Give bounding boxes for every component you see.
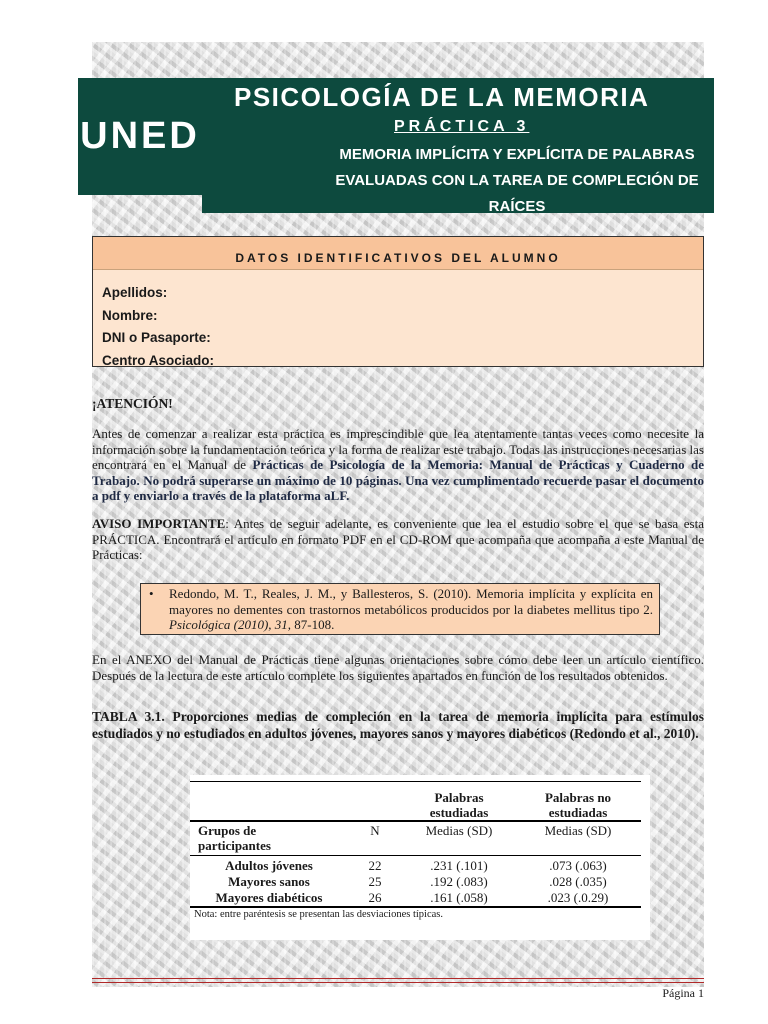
row-n: 25 [368, 874, 382, 889]
student-data-heading: DATOS IDENTIFICATIVOS DEL ALUMNO [93, 237, 703, 270]
notice-label: AVISO IMPORTANTE [92, 516, 226, 531]
page-number: Página 1 [662, 986, 704, 1000]
row-unstudied: .073 (.063) [549, 858, 607, 873]
notice-text: : Antes de seguir adelante, es conveniente que lea el estudio sobre el que se basa esta PRÁCTICA. Encontrará el artículo en formato PDF en el CD-ROM que acompaña que acompaña a este Manual de Prácticas: [92, 516, 704, 562]
field-apellidos[interactable]: Apellidos: [102, 285, 168, 300]
reference-journal: Psicológica (2010), 31, [169, 617, 292, 632]
reference-pages: 87-108. [291, 617, 335, 632]
row-unstudied: .028 (.035) [549, 874, 607, 889]
bullet-icon: • [149, 586, 154, 601]
instructions-text: Antes de comenzar a realizar esta práctica es imprescindible que lea atentamente tantas veces como necesite la información sobre la fundamentación teórica y la forma de realizar este trabajo. Todas las instrucciones necesarias las encontrará en el Manual de [92, 426, 704, 472]
footer-rule [92, 978, 704, 979]
row-unstudied: .023 (.0.29) [547, 890, 609, 905]
student-fields [93, 270, 703, 372]
attention-heading: ¡ATENCIÓN! [92, 396, 173, 411]
field-centro[interactable]: Centro Asociado: [102, 352, 215, 368]
annex-paragraph: En el ANEXO del Manual de Prácticas tiene algunas orientaciones sobre cómo debe leer un artículo científico. Después de la lectura de este artículo complete los siguientes apartados en función de los resultados obtenidos. [92, 652, 704, 683]
field-nombre[interactable]: Nombre: [102, 307, 158, 323]
field-dni[interactable]: DNI o Pasaporte: [102, 330, 211, 345]
row-n: 26 [368, 890, 382, 905]
results-table [190, 775, 650, 940]
uned-logo [78, 78, 202, 195]
col-head-group: Grupos de participantes [198, 823, 271, 853]
col-head-medias-studied: Medias (SD) [425, 823, 493, 838]
table-head-rule [190, 820, 641, 822]
col-head-n: N [370, 823, 380, 838]
row-group: Mayores sanos [228, 874, 310, 889]
table-bottom-rule [190, 906, 641, 908]
footer-rule [92, 982, 704, 983]
practice-subtitle: MEMORIA IMPLÍCITA Y EXPLÍCITA DE PALABRAS EVALUADAS CON LA TAREA DE COMPLECIÓN DE RAÍCES [335, 146, 699, 215]
col-head-unstudied: Palabras no estudiadas [544, 790, 612, 820]
instructions-paragraph [92, 426, 704, 504]
col-head-studied: Palabras estudiadas [429, 790, 489, 820]
instructions-bold: Prácticas de Psicología de la Memoria: Manual de Prácticas y Cuaderno de Trabajo. No podrá superarse un máximo de 10 páginas. Una vez cumplimentado recuerde pasar el documento a pdf y enviarlo a través de la plataforma aLF. [92, 457, 704, 503]
row-studied: .192 (.083) [430, 874, 488, 889]
row-n: 22 [368, 858, 382, 873]
row-studied: .231 (.101) [430, 858, 488, 873]
logo-text: UNED [80, 115, 200, 157]
practice-number: PRÁCTICA 3 [394, 118, 530, 135]
table-note: Nota: entre paréntesis se presentan las desviaciones típicas. [194, 909, 443, 920]
row-group: Adultos jóvenes [225, 858, 313, 873]
table-mid-rule [190, 855, 641, 856]
row-group: Mayores diabéticos [215, 890, 323, 905]
reference-box [140, 583, 660, 635]
table-top-rule [190, 781, 641, 782]
header-banner [202, 78, 714, 213]
reference-text: Redondo, M. T., Reales, J. M., y Ballesteros, S. (2010). Memoria implícita y explícita en mayores no dementes con trastornos metabólicos producidos por la diabetes mellitus tipo 2. [169, 586, 653, 617]
notice-paragraph [92, 516, 704, 563]
row-studied: .161 (.058) [430, 890, 488, 905]
table-caption: TABLA 3.1. Proporciones medias de compleción en la tarea de memoria implícita para estímulos estudiados y no estudiados en adultos jóvenes, mayores sanos y mayores diabéticos (Redondo et al., 2010). [92, 709, 704, 741]
col-head-medias-unstudied: Medias (SD) [544, 823, 612, 838]
student-data-box [92, 236, 704, 367]
document-title: PSICOLOGÍA DE LA MEMORIA [234, 82, 650, 112]
